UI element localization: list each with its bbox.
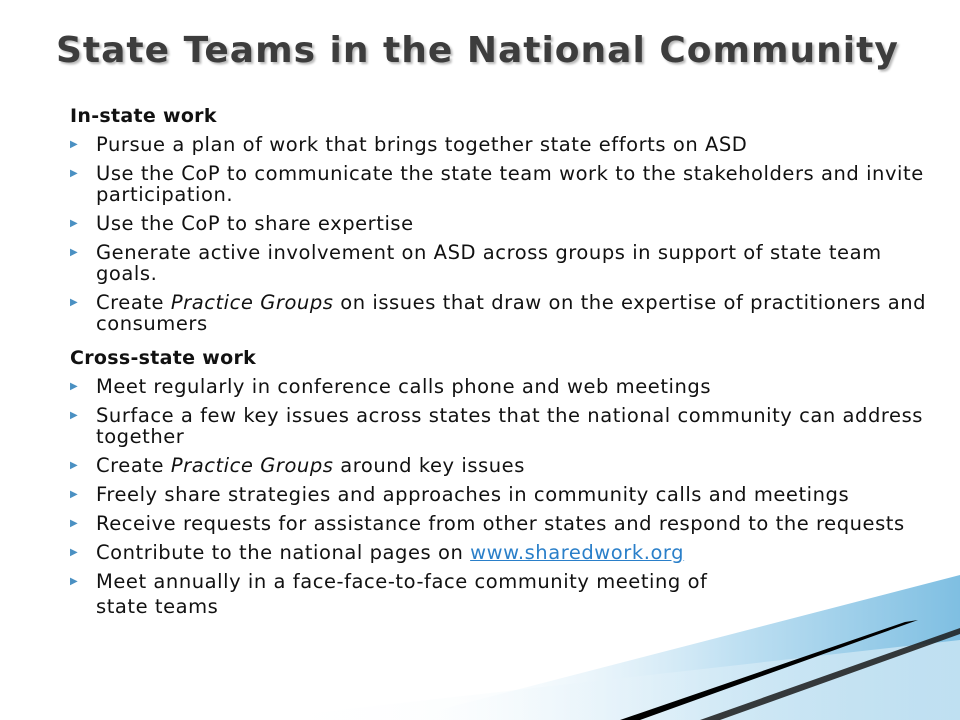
triangle-bullet-icon: ▶ <box>70 247 79 258</box>
list-item: ▶ Use the CoP to communicate the state team work to the stakeholders and invite participation. <box>70 162 924 206</box>
triangle-bullet-icon: ▶ <box>70 139 79 150</box>
list-item: ▶ Generate active involvement on ASD across groups in support of state team goals. <box>70 241 882 285</box>
triangle-bullet-icon: ▶ <box>70 576 79 587</box>
list-item: ▶ Create Practice Groups around key issues <box>70 454 525 477</box>
practice-groups-emphasis: Practice Groups <box>170 291 334 314</box>
triangle-bullet-icon: ▶ <box>70 547 79 558</box>
list-item: ▶ Contribute to the national pages on www.sharedwork.org <box>70 541 685 564</box>
triangle-bullet-icon: ▶ <box>70 410 79 421</box>
section-heading-in-state: In-state work <box>70 105 217 127</box>
triangle-bullet-icon: ▶ <box>70 460 79 471</box>
list-item: ▶ Freely share strategies and approaches in community calls and meetings <box>70 483 850 506</box>
triangle-bullet-icon: ▶ <box>70 489 79 500</box>
sharedwork-link[interactable]: www.sharedwork.org <box>470 541 685 564</box>
list-item-continuation: state teams <box>96 595 219 618</box>
triangle-bullet-icon: ▶ <box>70 168 79 179</box>
slide-title: State Teams in the National Community <box>56 30 899 71</box>
list-item: ▶ Pursue a plan of work that brings together state efforts on ASD <box>70 133 748 156</box>
section-heading-cross-state: Cross-state work <box>70 347 257 369</box>
triangle-bullet-icon: ▶ <box>70 518 79 529</box>
list-item: ▶ Create Practice Groups on issues that draw on the expertise of practitioners and consumers <box>70 291 927 335</box>
list-item: ▶ Meet annually in a face-face-to-face community meeting of <box>70 570 708 593</box>
list-item: ▶ Use the CoP to share expertise <box>70 212 414 235</box>
list-item: ▶ Receive requests for assistance from other states and respond to the requests <box>70 512 905 535</box>
list-item: ▶ Meet regularly in conference calls phone and web meetings <box>70 375 712 398</box>
swoosh-pale-band <box>250 640 960 720</box>
triangle-bullet-icon: ▶ <box>70 218 79 229</box>
practice-groups-emphasis: Practice Groups <box>170 454 334 477</box>
list-item: ▶ Surface a few key issues across states that the national community can address together <box>70 404 924 448</box>
triangle-bullet-icon: ▶ <box>70 381 79 392</box>
slide-body <box>70 104 930 617</box>
triangle-bullet-icon: ▶ <box>70 297 79 308</box>
